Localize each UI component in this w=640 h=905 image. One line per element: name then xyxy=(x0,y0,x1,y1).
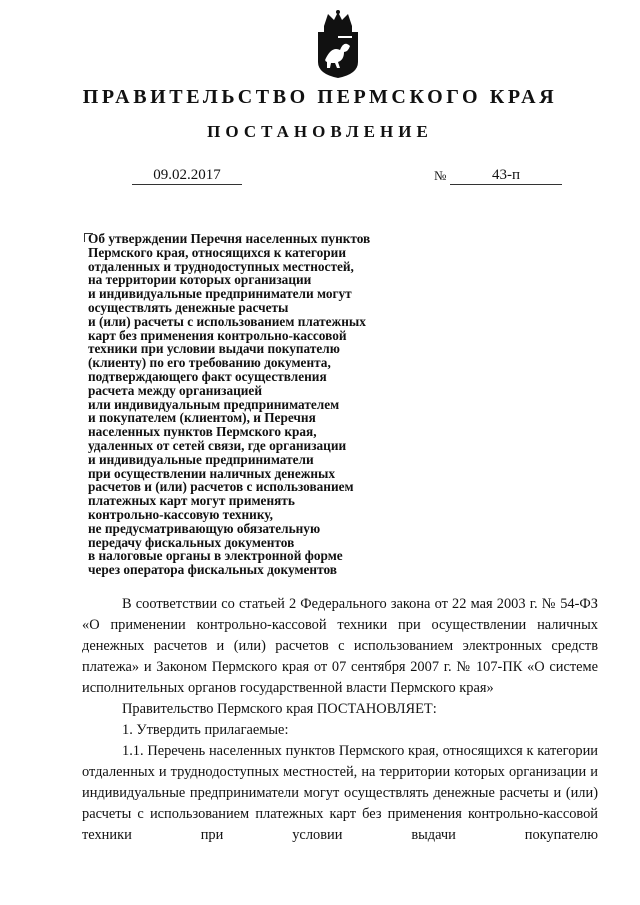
body-paragraph: 1. Утвердить прилагаемые: xyxy=(122,722,289,738)
subject-line: не предусматривающую обязательную xyxy=(88,520,321,536)
body-paragraph: В соответствии со статьей 2 Федерального закона от 22 мая 2003 г. № 54-ФЗ «О применении контрольно-кассовой техники при осуществлении наличных денежных расчетов и (или) расчетов с использованием электронных средств платежа» и Законом Пермского края от 07 сентября 2007 г. № 107-ПК «О системе исполнительных органов государственной власти Пермского края» xyxy=(82,596,598,696)
subject-line: в налоговые органы в электронной форме xyxy=(88,548,343,564)
subject-line: и индивидуальные предприниматели могут xyxy=(88,286,352,302)
subject-line: отдаленных и труднодоступных местностей, xyxy=(88,258,354,274)
document-number: 43-п xyxy=(450,166,562,185)
subject-line: осуществлять денежные расчеты xyxy=(88,299,289,315)
body-paragraph: Правительство Пермского края ПОСТАНОВЛЯЕТ: xyxy=(122,701,437,717)
subject-line: при осуществлении наличных денежных xyxy=(88,465,336,481)
subject-line: Об утверждении Перечня населенных пунктов xyxy=(88,231,371,246)
document-body xyxy=(82,594,598,846)
document-date: 09.02.2017 xyxy=(132,166,242,185)
body-paragraph: 1.1. Перечень населенных пунктов Пермского края, относящихся к категории отдаленных и труднодоступных местностей, на территории которых организации и индивидуальные предприниматели могут осуществлять денежные расчеты и (или) расчеты с использованием платежных карт без применения контрольно-кассовой техники при условии выдачи покупателю xyxy=(82,743,598,843)
subject-line: на территории которых организации xyxy=(88,272,312,288)
subject-line: удаленных от сетей связи, где организации xyxy=(88,437,347,453)
subject-line: населенных пунктов Пермского края, xyxy=(88,424,317,440)
subject-line: и индивидуальные предприниматели xyxy=(88,451,314,467)
document-type: ПОСТАНОВЛЕНИЕ xyxy=(207,122,433,141)
document-subject xyxy=(88,232,408,577)
subject-line: расчета между организацией xyxy=(88,382,262,398)
subject-line: техники при условии выдачи покупателю xyxy=(88,341,340,357)
coat-of-arms-icon xyxy=(312,10,364,80)
subject-line: и покупателем (клиентом), и Перечня xyxy=(88,410,316,426)
subject-line: и (или) расчеты с использованием платежных xyxy=(88,313,366,329)
subject-line: контрольно-кассовую технику, xyxy=(88,506,273,522)
subject-line: (клиенту) по его требованию документа, xyxy=(88,355,331,371)
government-title: ПРАВИТЕЛЬСТВО ПЕРМСКОГО КРАЯ xyxy=(82,86,558,108)
subject-line: карт без применения контрольно-кассовой xyxy=(88,327,347,343)
subject-line: Пермского края, относящихся к категории xyxy=(88,244,346,260)
subject-line: через оператора фискальных документов xyxy=(88,562,337,578)
subject-line: передачу фискальных документов xyxy=(88,534,295,550)
subject-line: или индивидуальным предпринимателем xyxy=(88,396,340,412)
subject-line: подтверждающего факт осуществления xyxy=(88,368,327,384)
subject-line: расчетов и (или) расчетов с использованием xyxy=(88,479,354,495)
subject-line: платежных карт могут применять xyxy=(88,493,295,509)
number-label: № xyxy=(434,168,447,183)
